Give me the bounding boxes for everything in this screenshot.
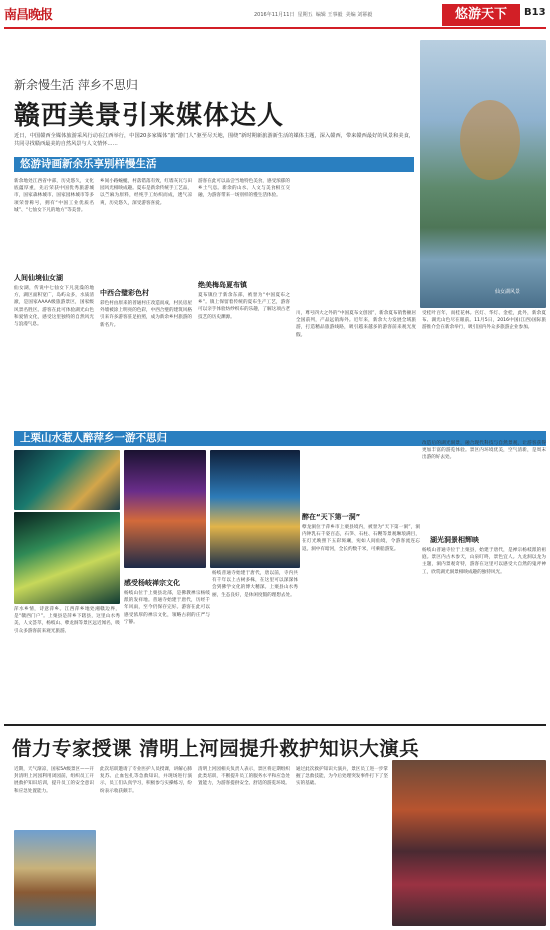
lead-intro: 近日，中国赣西全媒体旅游采风行动在江西举行，中国20多家媒体“旅”游门人“驱至尽天地，围绕”新时期新旅游新生活的媒体主题，深入赣西，带来赣西最好的风景和美食，共同寻找赣西最美的自然风景与人文情怀…… bbox=[14, 133, 414, 147]
feature-headline: 借力专家授课 清明上河园提升救护知识大演兵 bbox=[12, 737, 420, 760]
feature-photo-2 bbox=[392, 760, 546, 926]
text-s2-col2: 杨岐山位于上栗县北部，是佛教禅宗杨岐派的发祥地。普通寺始建于唐代，历经千年风雨，至今仍保存完好。游客在此可以感受浓厚的禅宗文化，领略古刹的庄严与宁静。 bbox=[124, 591, 210, 625]
text-s2-col5b: 杨岐山普通寺位于上栗县，始建于唐代，是禅宗杨岐派的祖庭。景区内古木参天，山泉叮咚，景色宜人。九龙洞以龙为主题，洞内景观奇特，游客在这里可以感受大自然的鬼斧神工，欣赏湖光洞景相映成趣的独特风光。 bbox=[422, 548, 546, 575]
sub-lake-cave: 湖光洞景相辉映 bbox=[430, 536, 479, 544]
text-s2-col3: 杨岐普通寺始建于唐代，唐以前，寺内共有千年以上古树多株，在这里可以深深体会到佛学文化的博大精深。上栗县山水秀丽，生态良好，是休闲度假的理想去处。 bbox=[212, 571, 298, 598]
newspaper-logo: 南昌晚报 bbox=[4, 8, 53, 23]
masthead-rule bbox=[4, 27, 546, 29]
feature-col4: 通过此次救护知识大演兵，景区员工进一步掌握了急救技能，为今后处理突发事件打下了坚实的基础。 bbox=[296, 767, 388, 787]
autumn-tree-shape bbox=[460, 100, 520, 180]
sub-fairy-lake: 人间仙境仙女湖 bbox=[14, 274, 63, 282]
feature-rule bbox=[4, 724, 546, 726]
feature-col2: 此次培训邀请了专业医护人员授课，讲解心肺复苏、止血包扎等急救知识，并现场进行演示，员工们认真学习，积极参与实操练习，纷纷表示收获颇丰。 bbox=[100, 767, 192, 794]
cave-photo-2 bbox=[14, 512, 120, 604]
sub-colour-village: 中西合璧彩色村 bbox=[100, 289, 149, 297]
section2-title: 上栗山水惹人醉萍乡一游不思归 bbox=[20, 432, 167, 444]
lead-headline: 赣西美景引来媒体达人 bbox=[14, 101, 285, 131]
text-col3a: 游客在此可以品尝当地特色美食，感受浓郁的乡土气息。新余的山水、人文与美食相互交融，为游客带来一场别样的慢生活体验。 bbox=[198, 179, 290, 199]
photo-caption: 仙女湖风景 bbox=[495, 289, 521, 295]
page-number: B13 bbox=[524, 7, 546, 18]
text-s2-col5a: 改造后的湖光洞景，融合现代科技与自然景观，让游客获得更加丰富的游览体验。景区内环境优美，空气清新，是周末出游的好去处。 bbox=[422, 441, 546, 461]
text-col1b: 仙女湖，传说中七仙女下凡洗澡的地方，湖区面积宽广，岛屿众多，水质清澈，是国家AAAA级旅游景区，国家级风景名胜区。游客在此可体验湖光山色和爱情文化，感受这里独特的自然风光与浪漫气息。 bbox=[14, 286, 94, 328]
masthead bbox=[4, 4, 546, 26]
lake-photo: 仙女湖风景 bbox=[420, 40, 546, 308]
text-col4: 川，尊号四大之外的“中国夏布文创园”，新余夏布销售额居全国前列，产品远销海外。近年来，新余大力发展全域旅游，打造精品旅游线路，吸引越来越多的游客前来观光度假。 bbox=[296, 311, 416, 338]
text-col2b: 彩色村由原来的普通村庄改造而成，村民房屋外墙被涂上明亮的色彩，中西合璧的建筑风格引来许多游客驻足拍照，成为新余乡村旅游的新名片。 bbox=[100, 301, 192, 328]
text-col2a: 乡间小路蜿蜒，村落错落有致，红墙灰瓦与田园风光相映成趣。夏布是新余传统手工艺品，以苎麻为原料，经纯手工纺织而成，透气凉爽，历史悠久，深受游客喜爱。 bbox=[100, 179, 192, 206]
sub-first-cave: 醉在“天下第一洞” bbox=[302, 513, 361, 521]
cave-photo-3 bbox=[124, 450, 206, 568]
cave-photo-4 bbox=[210, 450, 300, 568]
feature-col3: 清明上河园相关负责人表示，景区将定期组织此类培训，不断提升员工的服务水平和应急处置能力，为游客提供安全、舒适的游览环境。 bbox=[198, 767, 290, 787]
section-badge: 悠游天下 bbox=[442, 4, 520, 26]
section1-band bbox=[14, 157, 414, 172]
text-col1a: 新余地处江西省中部，历史悠久，文化底蕴厚重，先后荣获中国优秀旅游城市，国家森林城市、国家园林城市等多项荣誉称号，拥有“中国工业优质名城”、“七仙女下凡的地方”等美誉。 bbox=[14, 179, 94, 213]
text-col3b: 夏布镇位于新余东部，被誉为“中国夏布之乡”。镇上保留着传统的夏布生产工艺，游客可以亲手体验纺纱织布的乐趣，了解这项古老技艺的历史渊源。 bbox=[198, 293, 290, 320]
text-s2-col1: 萍水乡情，诗意萍乡。江西萍乡地处湘赣边界，是“赣西门户”。上栗县是萍乡下辖县，这里山水秀美，人文荟萃，杨岐山、孽龙洞等景区远近闻名，吸引众多游客前来观光旅游。 bbox=[14, 607, 120, 634]
feature-photo-1 bbox=[14, 830, 96, 926]
section1-title: 悠游诗画新余乐享别样慢生活 bbox=[20, 158, 157, 170]
date-line: 2016年11月11日 星期五 编辑 王事毅 美编 刘幂毅 bbox=[254, 12, 373, 18]
text-s2-col4: 孽龙洞位于萍乡市上栗县境内，被誉为“天下第一洞”，洞内钟乳石千姿百态，石笋、石柱、石幔等景观琳琅满目，在灯光映照下五彩斑斓，宛如人间仙境，令游客流连忘返。洞中有暗河，全长约数千米，可乘船游览。 bbox=[302, 525, 420, 552]
lead-kicker: 新余慢生活 萍乡不思归 bbox=[14, 78, 138, 92]
sub-yangqi-zen: 感受杨岐禅宗文化 bbox=[124, 579, 180, 587]
text-col5: 受桂叶百年，而桂花林。宫灯、华灯、金桂，此外，新余夏布、湖光山色尽在眼前。11月5日，2016中国(江西)国际旅游推介会在新余举行，吸引国内外众多旅游企业参加。 bbox=[422, 311, 546, 331]
sub-plum-island: 绝美梅岛夏布镇 bbox=[198, 281, 247, 289]
feature-col1: 近期，天气渐凉，国家5A级景区——开封清明上河园利用闭园前，组织员工开展救护知识培训，提升员工的安全意识和应急处置能力。 bbox=[14, 767, 94, 794]
cave-photo-1 bbox=[14, 450, 120, 510]
